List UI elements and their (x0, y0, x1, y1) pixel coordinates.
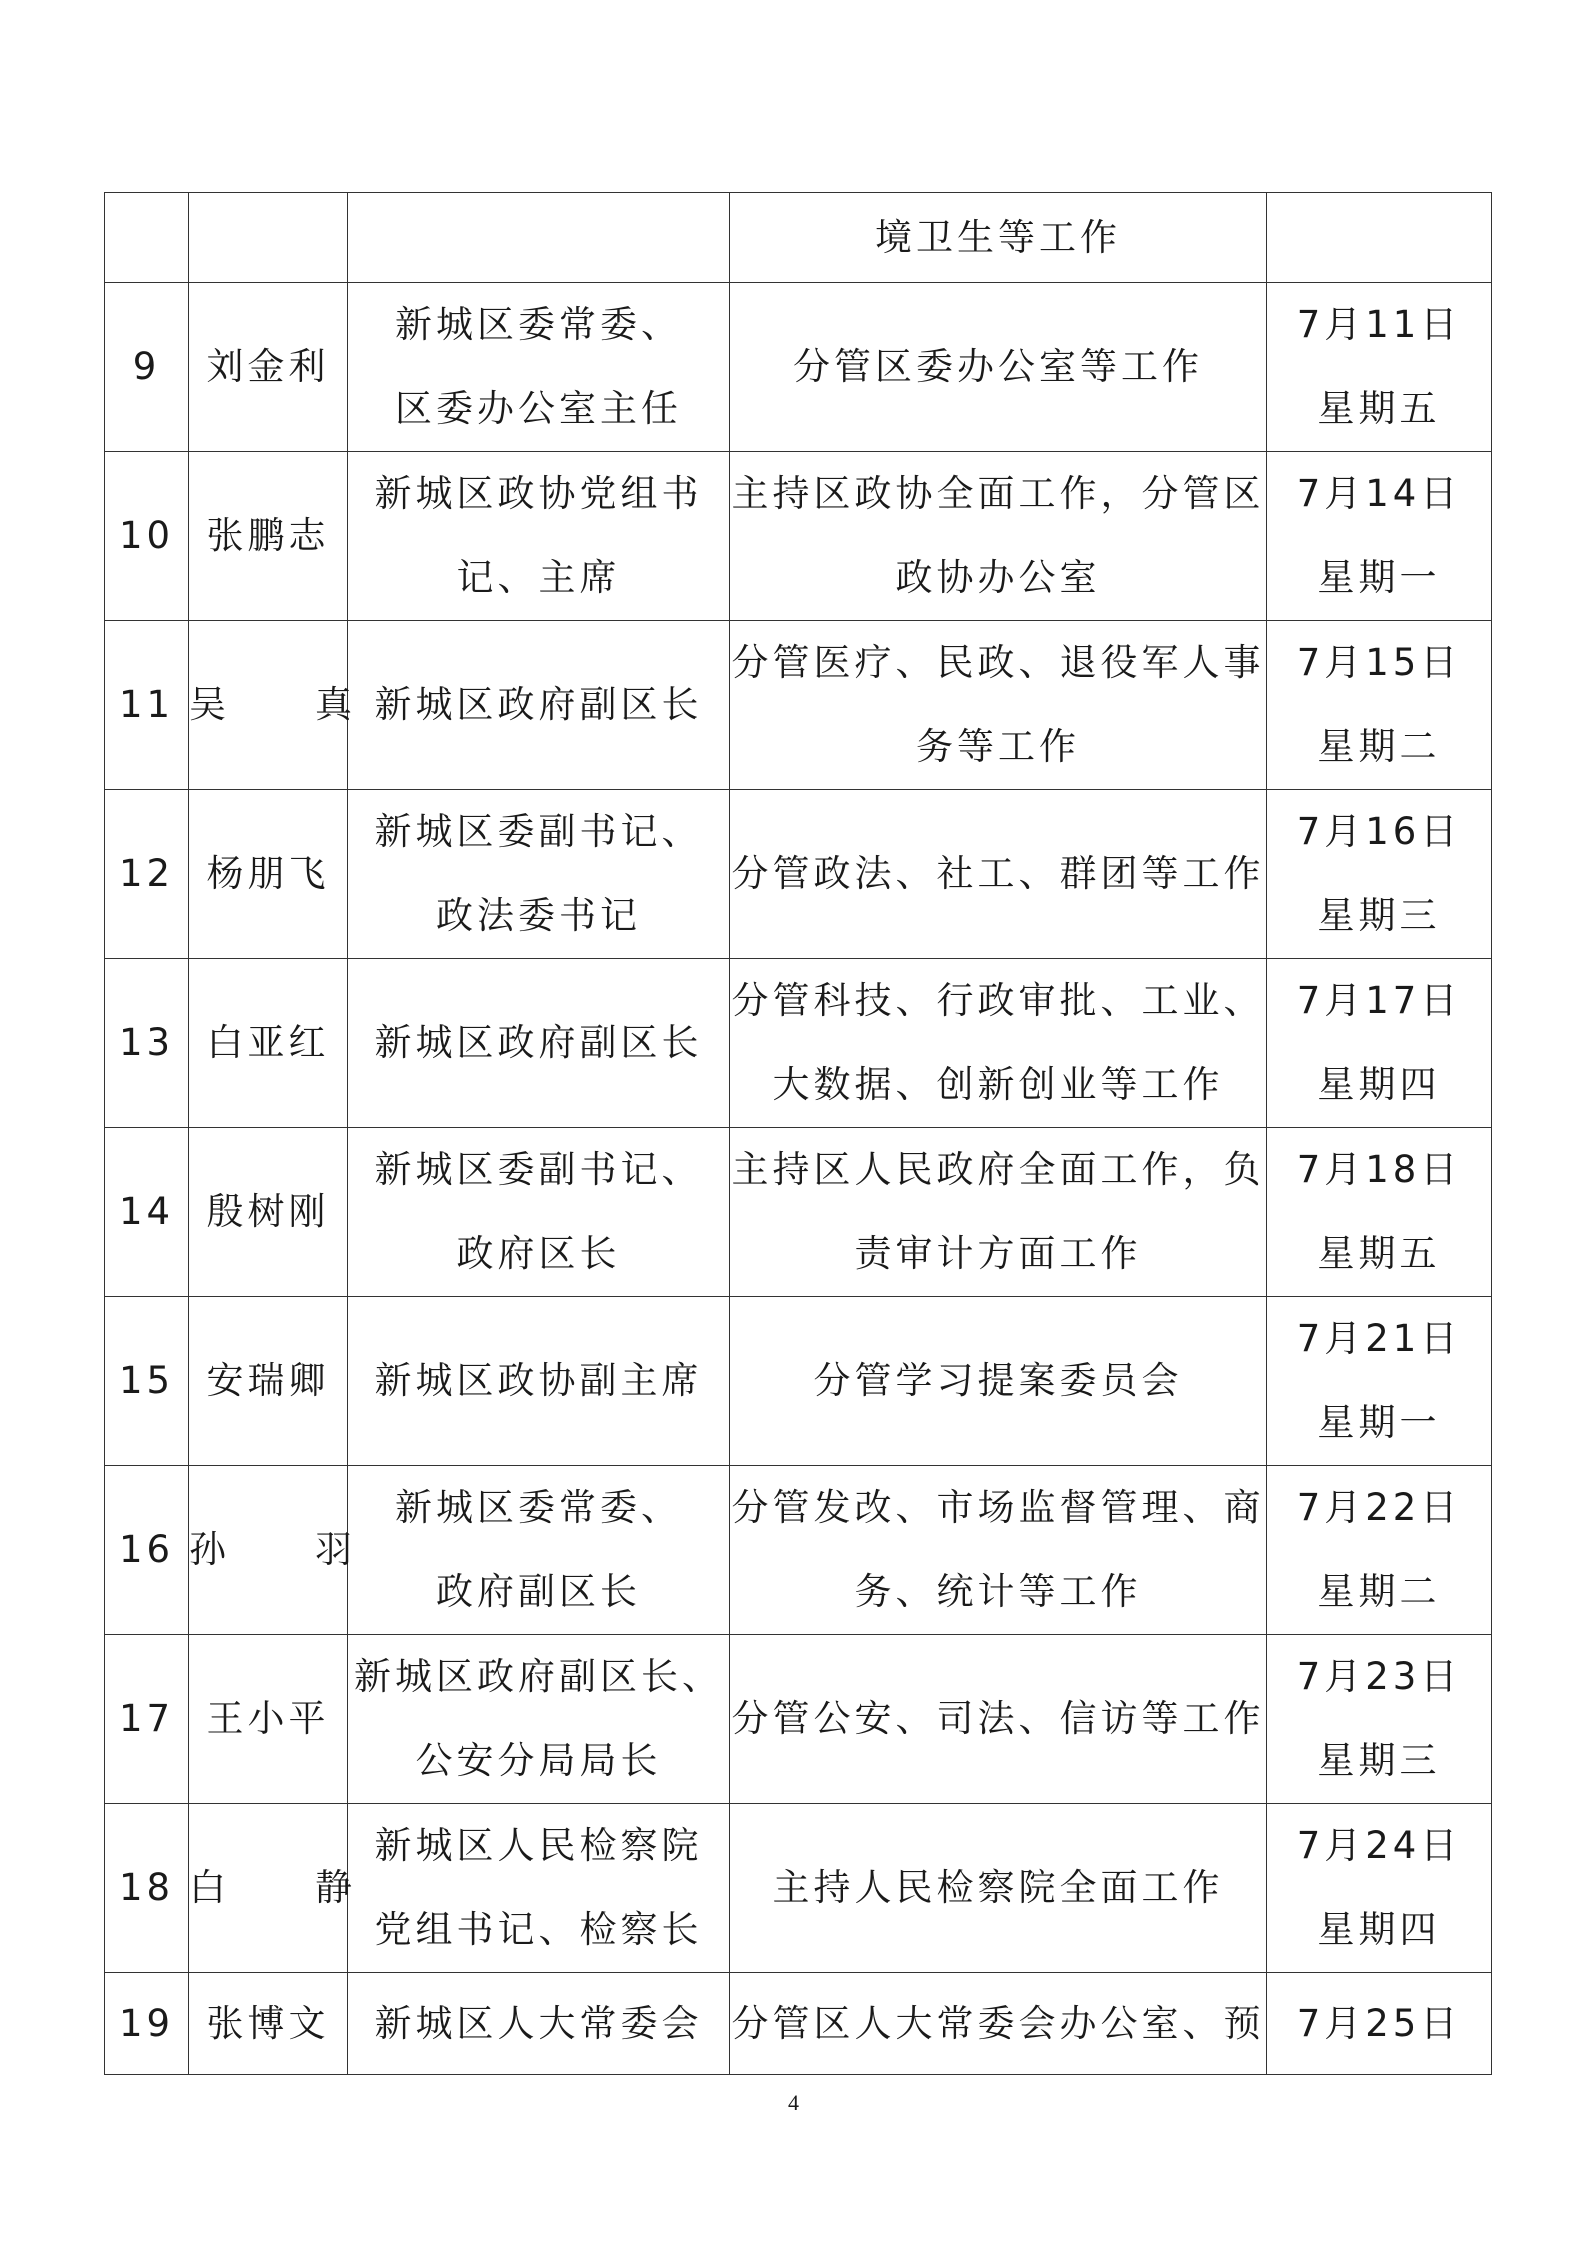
position-line: 区委办公室主任 (395, 387, 682, 430)
page-number: 4 (788, 2090, 799, 2115)
duties-line: 分管区人大常委会办公室、预 (731, 2001, 1265, 2045)
row-number: 11 (118, 683, 175, 726)
date-cell (1267, 959, 1492, 1128)
position-cell (348, 1297, 730, 1466)
position-cell (348, 1973, 730, 2075)
duty-date: 7月15日 (1296, 641, 1462, 684)
date-cell (1267, 452, 1492, 621)
duty-weekday: 星期三 (1317, 1739, 1441, 1782)
table-row (105, 790, 1492, 959)
duties-line: 大数据、创新创业等工作 (772, 1063, 1224, 1106)
table-row (105, 1128, 1492, 1297)
duty-weekday: 星期五 (1317, 387, 1441, 430)
duties-cell (730, 1128, 1267, 1297)
duties-line: 主持人民检察院全面工作 (772, 1866, 1224, 1909)
row-number: 12 (118, 852, 175, 895)
duty-date: 7月14日 (1296, 472, 1462, 515)
duties-line: 责审计方面工作 (854, 1232, 1142, 1275)
duties-cell (730, 621, 1267, 790)
person-name: 白 静 (189, 1866, 378, 1909)
row-number: 9 (132, 345, 161, 388)
position-line: 新城区委常委、 (395, 303, 682, 346)
date-cell (1267, 1466, 1492, 1635)
position-cell (348, 1128, 730, 1297)
duty-weekday: 星期五 (1317, 1232, 1441, 1275)
row-number: 15 (118, 1359, 175, 1402)
position-line: 新城区委副书记、 (374, 810, 703, 853)
date-cell (1267, 1128, 1492, 1297)
person-name: 白亚红 (206, 1021, 330, 1064)
duties-line: 分管学习提案委员会 (813, 1359, 1183, 1402)
position-line: 新城区政府副区长 (374, 1021, 703, 1064)
position-cell (348, 283, 730, 452)
table-row (105, 1804, 1492, 1973)
number-cell (105, 790, 189, 959)
duties-cell (730, 1635, 1267, 1804)
duties-cell (730, 1973, 1267, 2075)
duties-line: 分管医疗、民政、退役军人事 (731, 641, 1265, 684)
row-number: 14 (118, 1190, 175, 1233)
duty-weekday: 星期三 (1317, 894, 1441, 937)
position-cell (348, 452, 730, 621)
duties-cell (730, 283, 1267, 452)
name-cell (189, 193, 348, 283)
duties-cell (730, 1297, 1267, 1466)
duties-cell (730, 790, 1267, 959)
person-name: 刘金利 (206, 345, 330, 388)
number-cell (105, 1804, 189, 1973)
name-cell (189, 1635, 348, 1804)
position-line: 新城区委副书记、 (374, 1148, 703, 1191)
date-cell (1267, 1297, 1492, 1466)
name-cell (189, 452, 348, 621)
number-cell (105, 1128, 189, 1297)
name-cell (189, 621, 378, 790)
duties-cell (730, 1804, 1267, 1973)
date-cell (1267, 1973, 1492, 2075)
position-line: 新城区政协副主席 (374, 1359, 703, 1402)
duty-weekday: 星期一 (1317, 556, 1441, 599)
duty-weekday: 星期四 (1317, 1908, 1441, 1951)
name-cell (189, 959, 348, 1128)
number-cell (105, 283, 189, 452)
name-cell (189, 283, 348, 452)
position-line: 政法委书记 (436, 894, 641, 937)
name-cell (189, 1297, 348, 1466)
name-cell (189, 790, 348, 959)
number-cell (105, 452, 189, 621)
position-line: 新城区委常委、 (395, 1486, 682, 1529)
duties-line: 政协办公室 (895, 556, 1101, 599)
date-cell (1267, 1804, 1492, 1973)
person-name: 殷树刚 (206, 1190, 330, 1233)
date-cell (1267, 1635, 1492, 1804)
duties-line: 分管区委办公室等工作 (793, 345, 1203, 388)
duty-schedule-table (104, 192, 1492, 2075)
row-number: 18 (118, 1866, 175, 1909)
duty-date: 7月23日 (1296, 1655, 1462, 1698)
duty-weekday: 星期一 (1317, 1401, 1441, 1444)
position-line: 新城区人民检察院 (374, 1824, 703, 1867)
position-line: 政府区长 (456, 1232, 621, 1275)
duty-weekday: 星期四 (1317, 1063, 1441, 1106)
table-row (105, 1466, 1492, 1635)
duty-weekday: 星期二 (1317, 725, 1441, 768)
table-row (105, 1635, 1492, 1804)
table-row (105, 452, 1492, 621)
duty-date: 7月11日 (1296, 303, 1462, 346)
duty-weekday: 星期二 (1317, 1570, 1441, 1613)
duty-date: 7月17日 (1296, 979, 1462, 1022)
position-cell (348, 1466, 730, 1635)
person-name: 孙 羽 (189, 1528, 378, 1571)
name-cell (189, 1804, 378, 1973)
position-cell (348, 193, 730, 283)
name-cell (189, 1973, 348, 2075)
row-number: 10 (118, 514, 175, 557)
duties-line: 主持区人民政府全面工作，负 (731, 1148, 1265, 1191)
row-number: 19 (118, 2001, 175, 2045)
duties-cell (730, 959, 1267, 1128)
position-line: 新城区政协党组书 (374, 472, 703, 515)
table-row (105, 1297, 1492, 1466)
duties-cell (730, 452, 1267, 621)
name-cell (189, 1466, 378, 1635)
position-line: 公安分局局长 (415, 1739, 662, 1782)
table-row (105, 621, 1492, 790)
duties-line: 分管政法、社工、群团等工作 (731, 852, 1265, 895)
duties-cell (730, 193, 1267, 283)
position-line: 新城区人大常委会 (374, 2001, 703, 2045)
duties-line: 分管科技、行政审批、工业、 (731, 979, 1265, 1022)
number-cell (105, 621, 189, 790)
position-cell (348, 1635, 730, 1804)
row-number: 16 (118, 1528, 175, 1571)
duty-date: 7月16日 (1296, 810, 1462, 853)
duties-line: 主持区政协全面工作，分管区 (731, 472, 1265, 515)
date-cell (1267, 193, 1492, 283)
date-cell (1267, 283, 1492, 452)
person-name: 杨朋飞 (206, 852, 330, 895)
duties-cell (730, 1466, 1267, 1635)
date-cell (1267, 790, 1492, 959)
name-cell (189, 1128, 348, 1297)
duties-line: 分管公安、司法、信访等工作 (731, 1697, 1265, 1740)
position-cell (348, 621, 730, 790)
date-cell (1267, 621, 1492, 790)
number-cell (105, 1297, 189, 1466)
table-row (105, 1973, 1492, 2075)
row-number: 13 (118, 1021, 175, 1064)
duty-date: 7月18日 (1296, 1148, 1462, 1191)
number-cell (105, 1973, 189, 2075)
position-line: 记、主席 (456, 556, 621, 599)
duty-date: 7月24日 (1296, 1824, 1462, 1867)
number-cell (105, 193, 189, 283)
person-name: 吴 真 (189, 683, 378, 726)
table-row (105, 283, 1492, 452)
duty-date: 7月25日 (1296, 2001, 1462, 2045)
position-line: 党组书记、检察长 (374, 1908, 703, 1951)
duty-date: 7月22日 (1296, 1486, 1462, 1529)
number-cell (105, 1635, 189, 1804)
table-row (105, 959, 1492, 1128)
person-name: 安瑞卿 (206, 1359, 330, 1402)
duty-date: 7月21日 (1296, 1317, 1462, 1360)
position-cell (348, 790, 730, 959)
number-cell (105, 959, 189, 1128)
person-name: 张鹏志 (206, 514, 330, 557)
duties-line: 务等工作 (916, 725, 1080, 768)
table-row-continuation (105, 193, 1492, 283)
position-cell (348, 1804, 730, 1973)
position-line: 新城区政府副区长 (374, 683, 703, 726)
position-line: 新城区政府副区长、 (354, 1655, 723, 1698)
position-line: 政府副区长 (436, 1570, 641, 1613)
duties-line: 分管发改、市场监督管理、商 (731, 1486, 1265, 1529)
person-name: 王小平 (206, 1697, 330, 1740)
row-number: 17 (118, 1697, 175, 1740)
duties-line: 务、统计等工作 (854, 1570, 1142, 1613)
position-cell (348, 959, 730, 1128)
number-cell (105, 1466, 189, 1635)
duties-line: 境卫生等工作 (875, 215, 1121, 259)
person-name: 张博文 (206, 2001, 330, 2045)
